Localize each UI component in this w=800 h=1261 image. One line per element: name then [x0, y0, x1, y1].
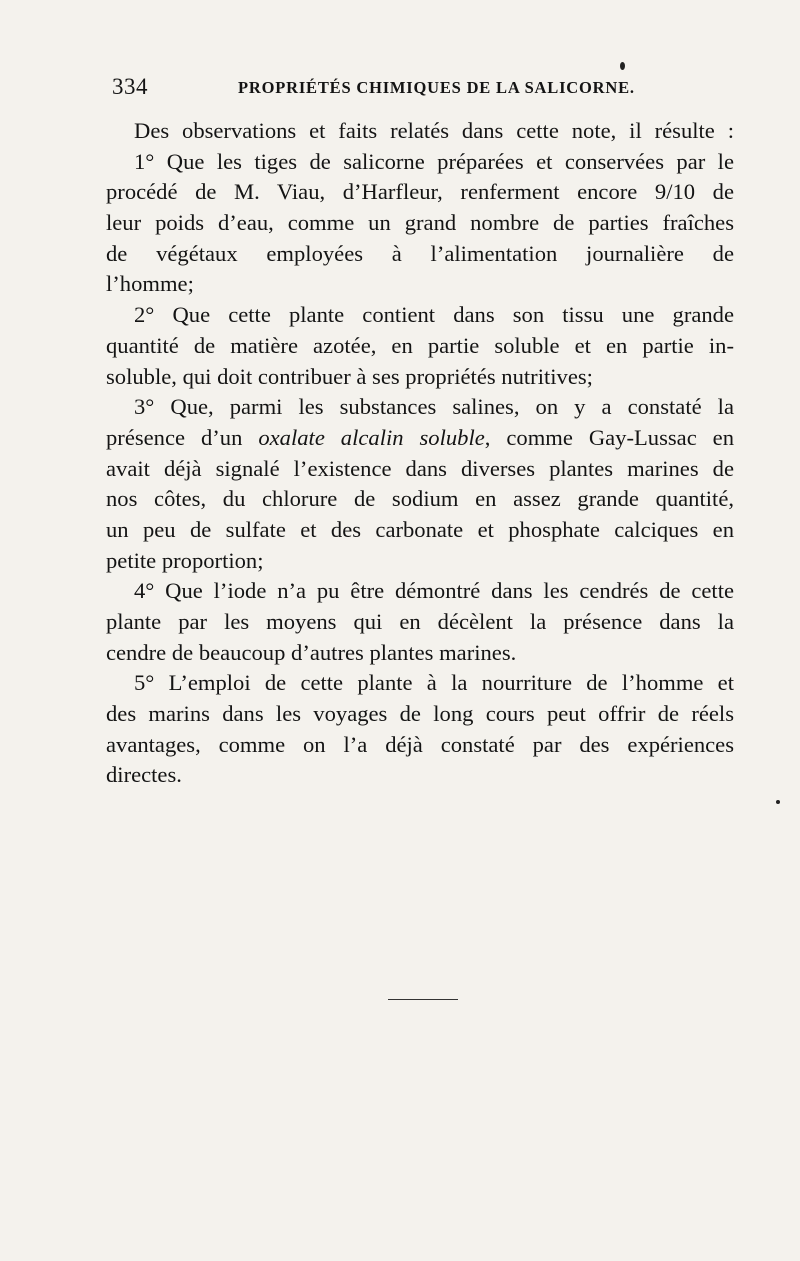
text-line: soluble, qui doit contribuer à ses propriétés nutritives;: [106, 363, 593, 389]
text-line: 1° Que les tiges de salicorne préparées et conservées par le: [134, 148, 734, 174]
text-line: plante par les moyens qui en décèlent la présence dans la: [106, 609, 734, 634]
body-text: [106, 116, 734, 791]
text-line: avantages, comme on l’a déjà constaté par des expériences: [106, 731, 734, 757]
italic-term: oxalate alcalin soluble: [258, 424, 485, 450]
ink-speck: [776, 800, 780, 804]
text-run: , comme Gay-Lussac en: [484, 424, 734, 450]
text-run: présence d’un: [106, 424, 259, 450]
text-line: un peu de sulfate et des carbonate et phosphate calciques en: [106, 516, 734, 542]
text-line: leur poids d’eau, comme un grand nombre de parties fraîches: [106, 210, 734, 236]
section-rule: [388, 999, 458, 1000]
page-header: [112, 70, 732, 106]
text-line: cendre de beaucoup d’autres plantes marines.: [106, 639, 517, 665]
text-line: de végétaux employées à l’alimentation journalière de: [106, 240, 734, 266]
ink-speck: [620, 62, 625, 70]
text-line: nos côtes, du chlorure de sodium en assez grande quantité,: [106, 486, 734, 512]
text-line: procédé de M. Viau, d’Harfleur, renferment encore 9/10 de: [106, 179, 734, 205]
text-line: 4° Que l’iode n’a pu être démontré dans les cendrés de cette: [134, 578, 734, 604]
text-line: 5° L’emploi de cette plante à la nourriture de l’homme et: [134, 670, 734, 696]
text-line: quantité de matière azotée, en partie soluble et en partie in-: [106, 332, 734, 358]
running-title: PROPRIÉTÉS CHIMIQUES DE LA SALICORNE.: [238, 78, 635, 97]
page-number: 334: [112, 74, 148, 99]
text-line: 2° Que cette plante contient dans son tissu une grande: [134, 302, 734, 328]
text-line: des marins dans les voyages de long cours peut offrir de réels: [106, 701, 734, 727]
text-line: petite proportion;: [106, 547, 264, 573]
text-line: [106, 423, 734, 454]
text-line: directes.: [106, 762, 182, 788]
text-line: Des observations et faits relatés dans cette note, il résulte :: [134, 118, 734, 143]
text-line: avait déjà signalé l’existence dans diverses plantes marines de: [106, 455, 734, 481]
text-line: 3° Que, parmi les substances salines, on y a constaté la: [134, 394, 734, 420]
text-line: l’homme;: [106, 271, 194, 297]
